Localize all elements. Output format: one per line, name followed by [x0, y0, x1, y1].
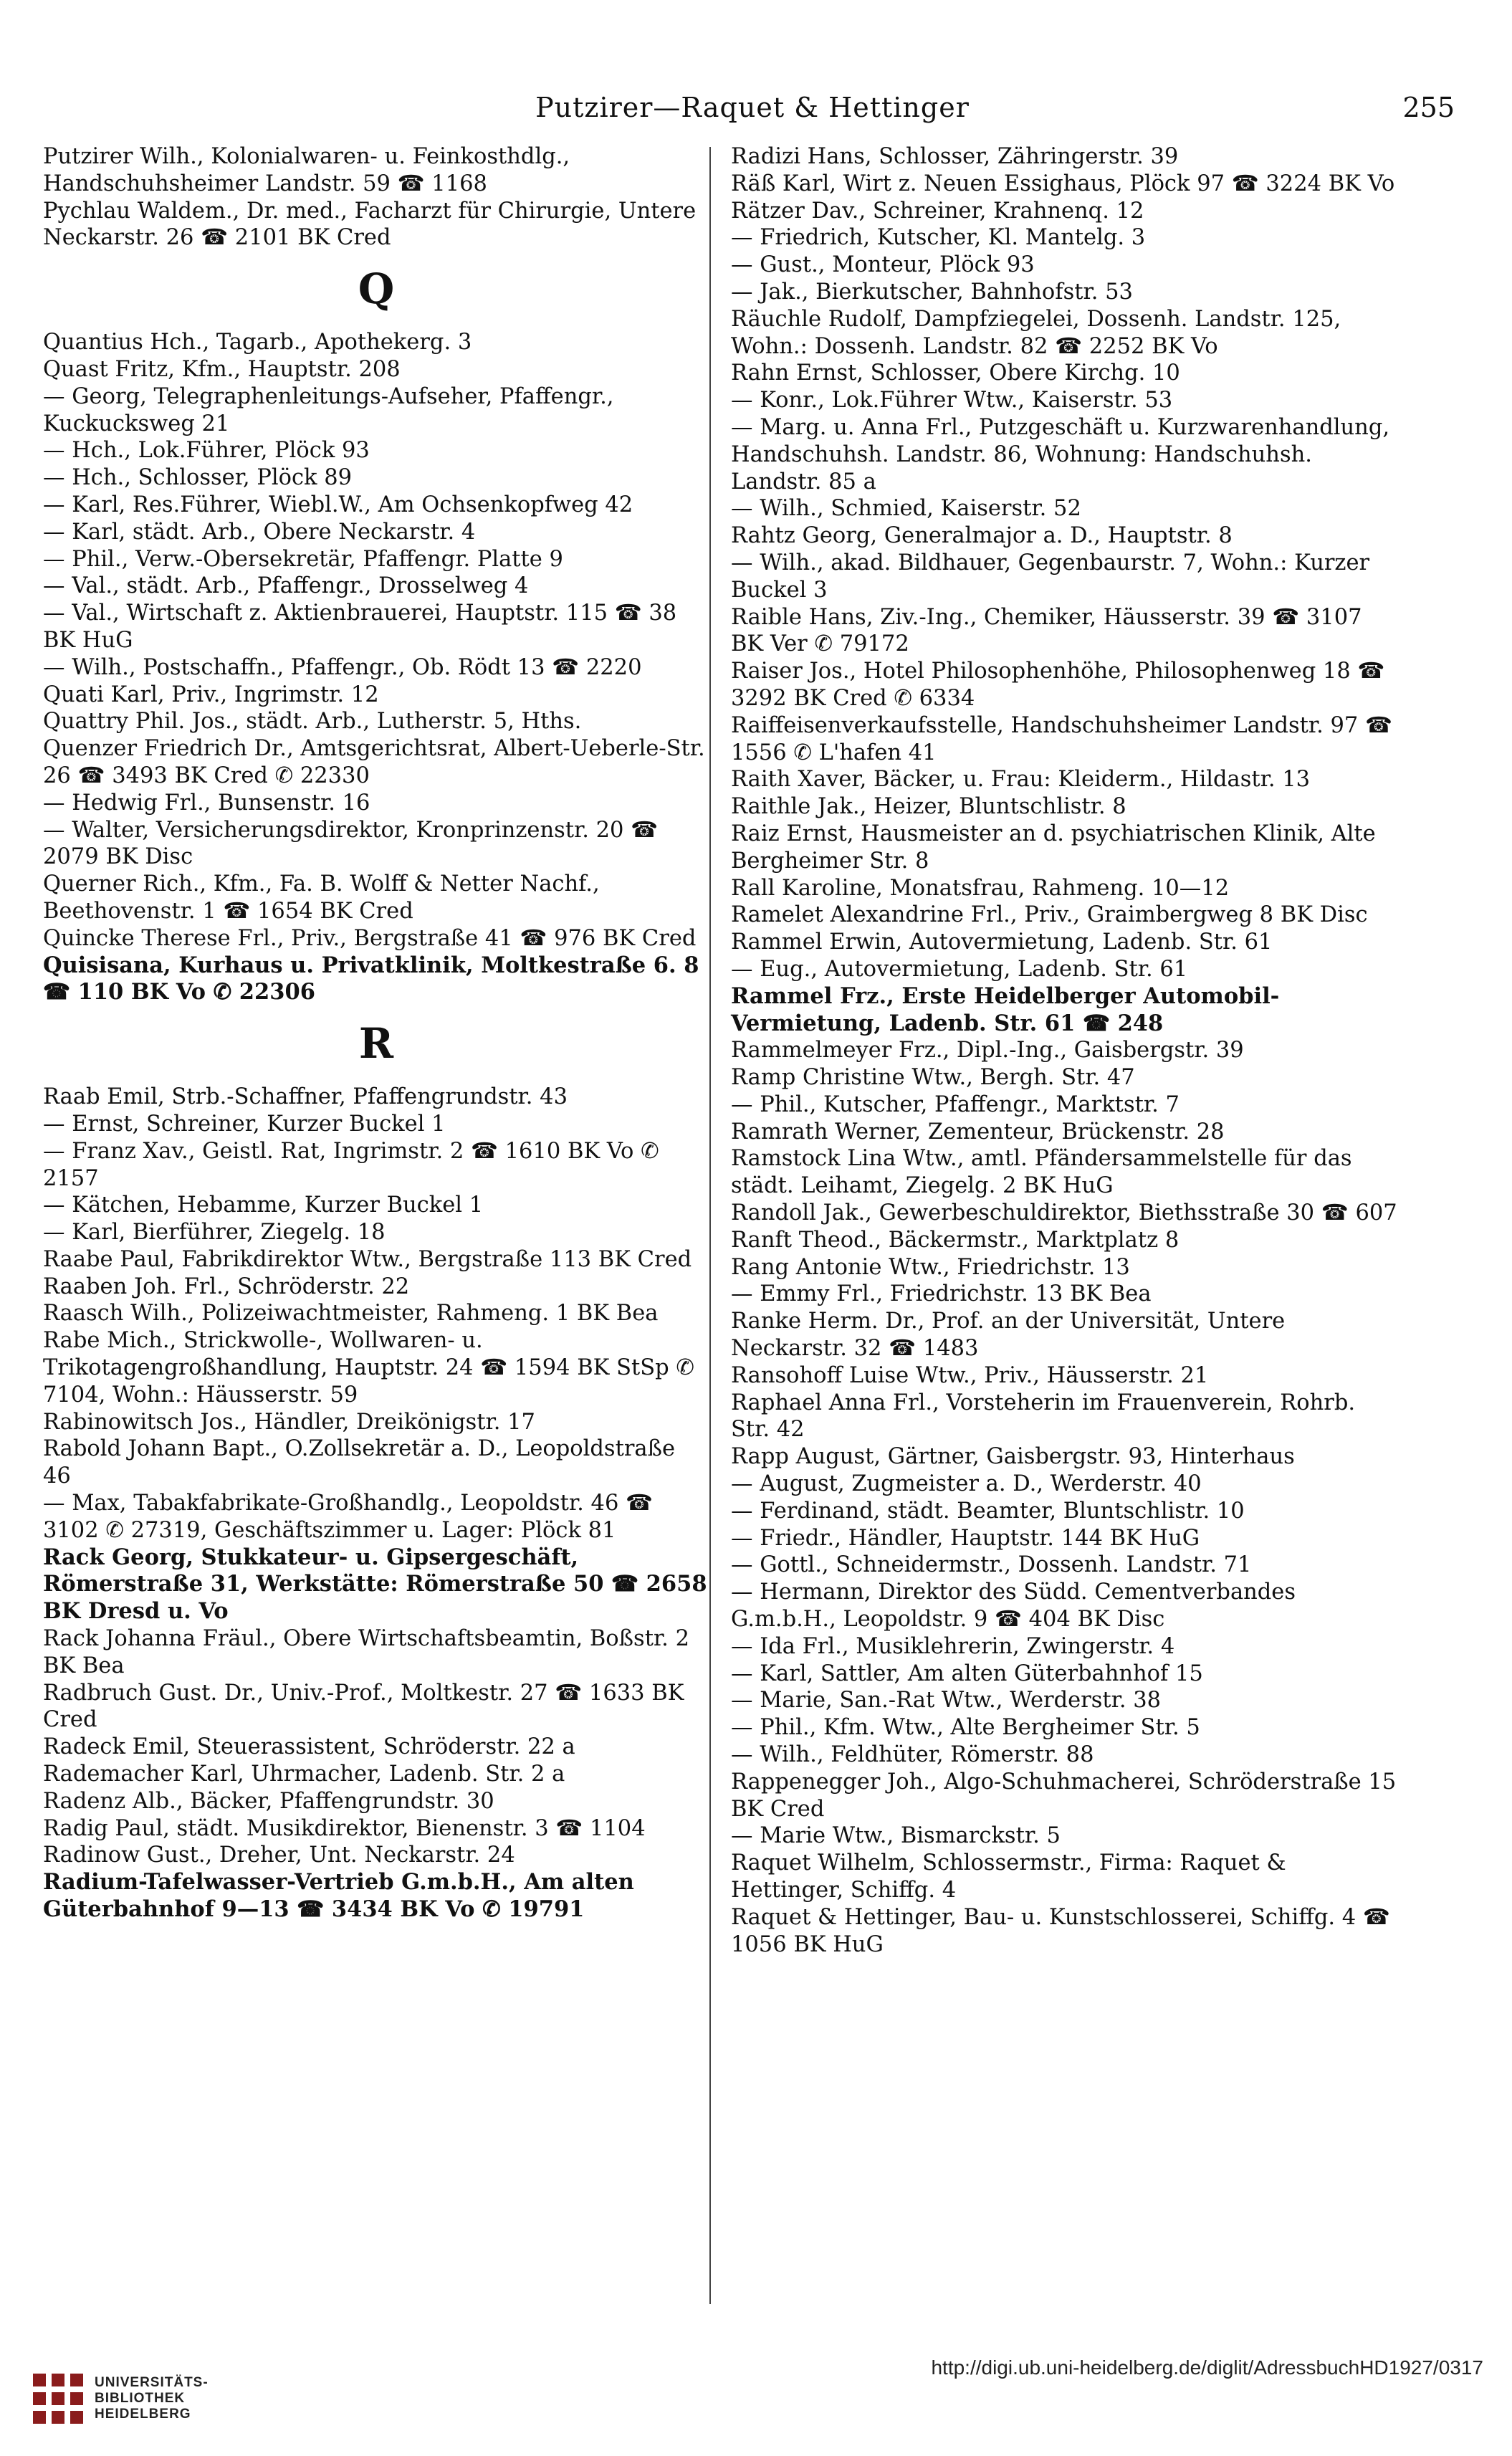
directory-sub-entry: — Hermann, Direktor des Südd. Cementverbandes G.m.b.H., Leopoldstr. 9 ☎ 404 BK Disc	[731, 1580, 1296, 1633]
directory-sub-entry: — Wilh., Schmied, Kaiserstr. 52	[731, 496, 1081, 522]
directory-entry: Quincke Therese Frl., Priv., Bergstraße 41 ☎ 976 BK Cred	[43, 925, 697, 951]
directory-entry: Raith Xaver, Bäcker, u. Frau: Kleiderm., Hildastr. 13	[731, 767, 1311, 793]
source-url[interactable]: http://digi.ub.uni-heidelberg.de/diglit/AdressbuchHD1927/0317	[931, 2356, 1483, 2379]
page-header	[50, 92, 1455, 135]
directory-sub-entry: — Ida Frl., Musiklehrerin, Zwingerstr. 4	[731, 1633, 1175, 1659]
directory-entry: Rack Georg, Stukkateur- u. Gipsergeschäft, Römerstraße 31, Werkstätte: Römerstraße 50 ☎ 2658 BK Dresd u. Vo	[43, 1544, 707, 1625]
directory-entry: Rahtz Georg, Generalmajor a. D., Hauptstr. 8	[731, 523, 1233, 549]
directory-entry: Rammel Erwin, Autovermietung, Ladenb. Str. 61	[731, 930, 1273, 955]
directory-entry: Quantius Hch., Tagarb., Apothekerg. 3	[43, 330, 472, 355]
directory-entry: Radizi Hans, Schlosser, Zähringerstr. 39	[731, 144, 1179, 169]
directory-sub-entry: — Hch., Schlosser, Plöck 89	[43, 465, 353, 491]
directory-entry: Raphael Anna Frl., Vorsteherin im Frauenverein, Rohrb. Str. 42	[731, 1390, 1356, 1443]
directory-entry: Ranft Theod., Bäckermstr., Marktplatz 8	[731, 1227, 1180, 1253]
directory-entry: Rabold Johann Bapt., O.Zollsekretär a. D., Leopoldstraße 46	[43, 1436, 676, 1489]
directory-sub-entry: — Phil., Verw.-Obersekretär, Pfaffengr. Platte 9	[43, 546, 563, 572]
directory-entry: Pychlau Waldem., Dr. med., Facharzt für Chirurgie, Untere Neckarstr. 26 ☎ 2101 BK Cred	[43, 198, 697, 251]
directory-entry: Raiz Ernst, Hausmeister an d. psychiatrischen Klinik, Alte Bergheimer Str. 8	[731, 821, 1376, 874]
directory-entry: Ramp Christine Wtw., Bergh. Str. 47	[731, 1065, 1135, 1091]
directory-entry: Rang Antonie Wtw., Friedrichstr. 13	[731, 1254, 1130, 1280]
directory-entry: Quati Karl, Priv., Ingrimstr. 12	[43, 682, 379, 707]
left-column	[43, 143, 709, 1924]
directory-entry: Radium-Tafelwasser-Vertrieb G.m.b.H., Am alten Güterbahnhof 9—13 ☎ 3434 BK Vo ✆ 19791	[43, 1869, 634, 1923]
directory-entry: Ranke Herm. Dr., Prof. an der Universität, Untere Neckarstr. 32 ☎ 1483	[731, 1309, 1286, 1362]
directory-entry: Raiser Jos., Hotel Philosophenhöhe, Philosophenweg 18 ☎ 3292 BK Cred ✆ 6334	[731, 659, 1385, 711]
directory-entry: Quenzer Friedrich Dr., Amtsgerichtsrat, Albert-Ueberle-Str. 26 ☎ 3493 BK Cred ✆ 22330	[43, 736, 705, 788]
directory-entry: Ramrath Werner, Zementeur, Brückenstr. 28	[731, 1119, 1225, 1145]
directory-sub-entry: — Gottl., Schneidermstr., Dossenh. Landstr. 71	[731, 1552, 1252, 1578]
directory-sub-entry: — Karl, städt. Arb., Obere Neckarstr. 4	[43, 519, 476, 545]
directory-sub-entry: — Ernst, Schreiner, Kurzer Buckel 1	[43, 1111, 446, 1137]
directory-entry: Rabe Mich., Strickwolle-, Wollwaren- u. Trikotagengroßhandlung, Hauptstr. 24 ☎ 1594 BK StSp ✆ 7104, Wohn.: Häusserstr. 59	[43, 1328, 694, 1408]
directory-sub-entry: — Ferdinand, städt. Beamter, Bluntschlistr. 10	[731, 1498, 1245, 1524]
directory-sub-entry: — Gust., Monteur, Plöck 93	[731, 252, 1035, 278]
directory-entry: Räuchle Rudolf, Dampfziegelei, Dossenh. Landstr. 125, Wohn.: Dossenh. Landstr. 82 ☎ 2252 BK Vo	[731, 306, 1341, 359]
directory-sub-entry: — Wilh., akad. Bildhauer, Gegenbaurstr. 7, Wohn.: Kurzer Buckel 3	[731, 550, 1370, 603]
directory-entry: Putzirer Wilh., Kolonialwaren- u. Feinkosthdlg., Handschuhsheimer Landstr. 59 ☎ 1168	[43, 144, 570, 196]
directory-sub-entry: — Marie, San.-Rat Wtw., Werderstr. 38	[731, 1688, 1162, 1714]
directory-sub-entry: — Val., städt. Arb., Pfaffengr., Drosselweg 4	[43, 573, 529, 599]
directory-entry: Rammelmeyer Frz., Dipl.-Ing., Gaisbergstr. 39	[731, 1038, 1244, 1064]
directory-sub-entry: — Kätchen, Hebamme, Kurzer Buckel 1	[43, 1193, 484, 1218]
directory-entry: Randoll Jak., Gewerbeschuldirektor, Biethsstraße 30 ☎ 607	[731, 1200, 1397, 1226]
directory-entry: Rapp August, Gärtner, Gaisbergstr. 93, Hinterhaus	[731, 1444, 1295, 1470]
directory-sub-entry: — Hch., Lok.Führer, Plöck 93	[43, 438, 370, 464]
directory-sub-entry: — Marie Wtw., Bismarckstr. 5	[731, 1823, 1061, 1849]
directory-sub-entry: — Georg, Telegraphenleitungs-Aufseher, Pfaffengr., Kuckucksweg 21	[43, 383, 614, 436]
directory-sub-entry: — August, Zugmeister a. D., Werderstr. 40	[731, 1471, 1202, 1497]
directory-sub-entry: — Wilh., Postschaffn., Pfaffengr., Ob. Rödt 13 ☎ 2220	[43, 654, 642, 680]
directory-sub-entry: — Wilh., Feldhüter, Römerstr. 88	[731, 1742, 1094, 1768]
directory-entry: Raquet & Hettinger, Bau- u. Kunstschlosserei, Schiffg. 4 ☎ 1056 BK HuG	[731, 1904, 1390, 1957]
directory-sub-entry: — Max, Tabakfabrikate-Großhandlg., Leopoldstr. 46 ☎ 3102 ✆ 27319, Geschäftszimmer u. Lager: Plöck 81	[43, 1491, 654, 1543]
directory-entry: Radenz Alb., Bäcker, Pfaffengrundstr. 30	[43, 1788, 494, 1814]
directory-sub-entry: — Jak., Bierkutscher, Bahnhofstr. 53	[731, 279, 1133, 305]
directory-entry: Rahn Ernst, Schlosser, Obere Kirchg. 10	[731, 360, 1180, 386]
directory-sub-entry: — Franz Xav., Geistl. Rat, Ingrimstr. 2 ☎ 1610 BK Vo ✆ 2157	[43, 1138, 659, 1191]
directory-entry: Rack Johanna Fräul., Obere Wirtschaftsbeamtin, Boßstr. 2 BK Bea	[43, 1626, 689, 1678]
directory-entry: Rademacher Karl, Uhrmacher, Ladenb. Str. 2 a	[43, 1762, 565, 1787]
library-name	[95, 2375, 209, 2422]
directory-sub-entry: — Emmy Frl., Friedrichstr. 13 BK Bea	[731, 1281, 1152, 1307]
page-title: Putzirer—Raquet & Hettinger	[535, 92, 970, 123]
page-number: 255	[1402, 92, 1455, 123]
right-column	[731, 143, 1397, 1958]
directory-sub-entry: — Eug., Autovermietung, Ladenb. Str. 61	[731, 956, 1188, 982]
directory-entry: Quattry Phil. Jos., städt. Arb., Lutherstr. 5, Hths.	[43, 709, 582, 735]
directory-entry: Quast Fritz, Kfm., Hauptstr. 208	[43, 356, 401, 382]
directory-entry: Radinow Gust., Dreher, Unt. Neckarstr. 24	[43, 1843, 515, 1868]
directory-sub-entry: — Karl, Sattler, Am alten Güterbahnhof 15	[731, 1661, 1203, 1686]
directory-entry: Rabinowitsch Jos., Händler, Dreikönigstr. 17	[43, 1409, 535, 1435]
directory-entry: Ransohoff Luise Wtw., Priv., Häusserstr. 21	[731, 1362, 1209, 1388]
footer	[0, 2343, 1512, 2456]
directory-entry: Quisisana, Kurhaus u. Privatklinik, Moltkestraße 6. 8 ☎ 110 BK Vo ✆ 22306	[43, 952, 699, 1005]
directory-entry: Radig Paul, städt. Musikdirektor, Bienenstr. 3 ☎ 1104	[43, 1815, 646, 1841]
directory-sub-entry: — Karl, Res.Führer, Wiebl.W., Am Ochsenkopfweg 42	[43, 492, 633, 517]
directory-entry: Querner Rich., Kfm., Fa. B. Wolff & Netter Nachf., Beethovenstr. 1 ☎ 1654 BK Cred	[43, 871, 600, 924]
directory-entry: Ramstock Lina Wtw., amtl. Pfändersammelstelle für das städt. Leihamt, Ziegelg. 2 BK HuG	[731, 1146, 1352, 1199]
directory-sub-entry: — Konr., Lok.Führer Wtw., Kaiserstr. 53	[731, 388, 1173, 414]
directory-entry: Radbruch Gust. Dr., Univ.-Prof., Moltkestr. 27 ☎ 1633 BK Cred	[43, 1680, 684, 1733]
directory-sub-entry: — Phil., Kutscher, Pfaffengr., Marktstr. 7	[731, 1091, 1180, 1117]
directory-entry: Rätzer Dav., Schreiner, Krahnenq. 12	[731, 198, 1144, 224]
section-letter: R	[358, 1019, 394, 1069]
directory-sub-entry: — Friedr., Händler, Hauptstr. 144 BK HuG	[731, 1525, 1200, 1551]
directory-entry: Raasch Wilh., Polizeiwachtmeister, Rahmeng. 1 BK Bea	[43, 1301, 659, 1327]
directory-entry: Rall Karoline, Monatsfrau, Rahmeng. 10—12	[731, 875, 1230, 901]
directory-entry: Radeck Emil, Steuerassistent, Schröderstr. 22 a	[43, 1734, 575, 1760]
directory-entry: Raaben Joh. Frl., Schröderstr. 22	[43, 1274, 410, 1299]
directory-entry: Raquet Wilhelm, Schlossermstr., Firma: Raquet & Hettinger, Schiffg. 4	[731, 1850, 1286, 1903]
directory-entry: Räß Karl, Wirt z. Neuen Essighaus, Plöck 97 ☎ 3224 BK Vo	[731, 171, 1395, 196]
directory-entry: Ramelet Alexandrine Frl., Priv., Graimbergweg 8 BK Disc	[731, 902, 1368, 928]
directory-entry: Raible Hans, Ziv.-Ing., Chemiker, Häusserstr. 39 ☎ 3107 BK Ver ✆ 79172	[731, 604, 1362, 657]
library-logo-icon	[33, 2374, 83, 2424]
directory-sub-entry: — Val., Wirtschaft z. Aktienbrauerei, Hauptstr. 115 ☎ 38 BK HuG	[43, 601, 677, 653]
library-name-line-3: HEIDELBERG	[95, 2407, 191, 2422]
directory-sub-entry: — Walter, Versicherungsdirektor, Kronprinzenstr. 20 ☎ 2079 BK Disc	[43, 817, 659, 870]
directory-entry: Raab Emil, Strb.-Schaffner, Pfaffengrundstr. 43	[43, 1084, 568, 1110]
library-name-line-1: UNIVERSITÄTS-	[95, 2375, 209, 2390]
column-divider	[709, 147, 711, 2304]
directory-entry: Rappenegger Joh., Algo-Schuhmacherei, Schröderstraße 15 BK Cred	[731, 1769, 1397, 1822]
directory-entry: Raiffeisenverkaufsstelle, Handschuhsheimer Landstr. 97 ☎ 1556 ✆ L'hafen 41	[731, 712, 1393, 765]
directory-sub-entry: — Hedwig Frl., Bunsenstr. 16	[43, 790, 370, 816]
directory-sub-entry: — Karl, Bierführer, Ziegelg. 18	[43, 1220, 386, 1246]
directory-sub-entry: — Phil., Kfm. Wtw., Alte Bergheimer Str. 5	[731, 1715, 1200, 1741]
library-name-line-2: BIBLIOTHEK	[95, 2391, 186, 2406]
directory-entry: Raithle Jak., Heizer, Bluntschlistr. 8	[731, 794, 1126, 820]
directory-entry: Raabe Paul, Fabrikdirektor Wtw., Bergstraße 113 BK Cred	[43, 1246, 692, 1272]
directory-sub-entry: — Friedrich, Kutscher, Kl. Mantelg. 3	[731, 225, 1146, 251]
section-letter: Q	[358, 264, 395, 314]
directory-entry: Rammel Frz., Erste Heidelberger Automobil-Vermietung, Ladenb. Str. 61 ☎ 248	[731, 983, 1280, 1036]
directory-sub-entry: — Marg. u. Anna Frl., Putzgeschäft u. Kurzwarenhandlung, Handschuhsh. Landstr. 86, Wohnung: Handschuhsh. Landstr. 85 a	[731, 414, 1390, 494]
